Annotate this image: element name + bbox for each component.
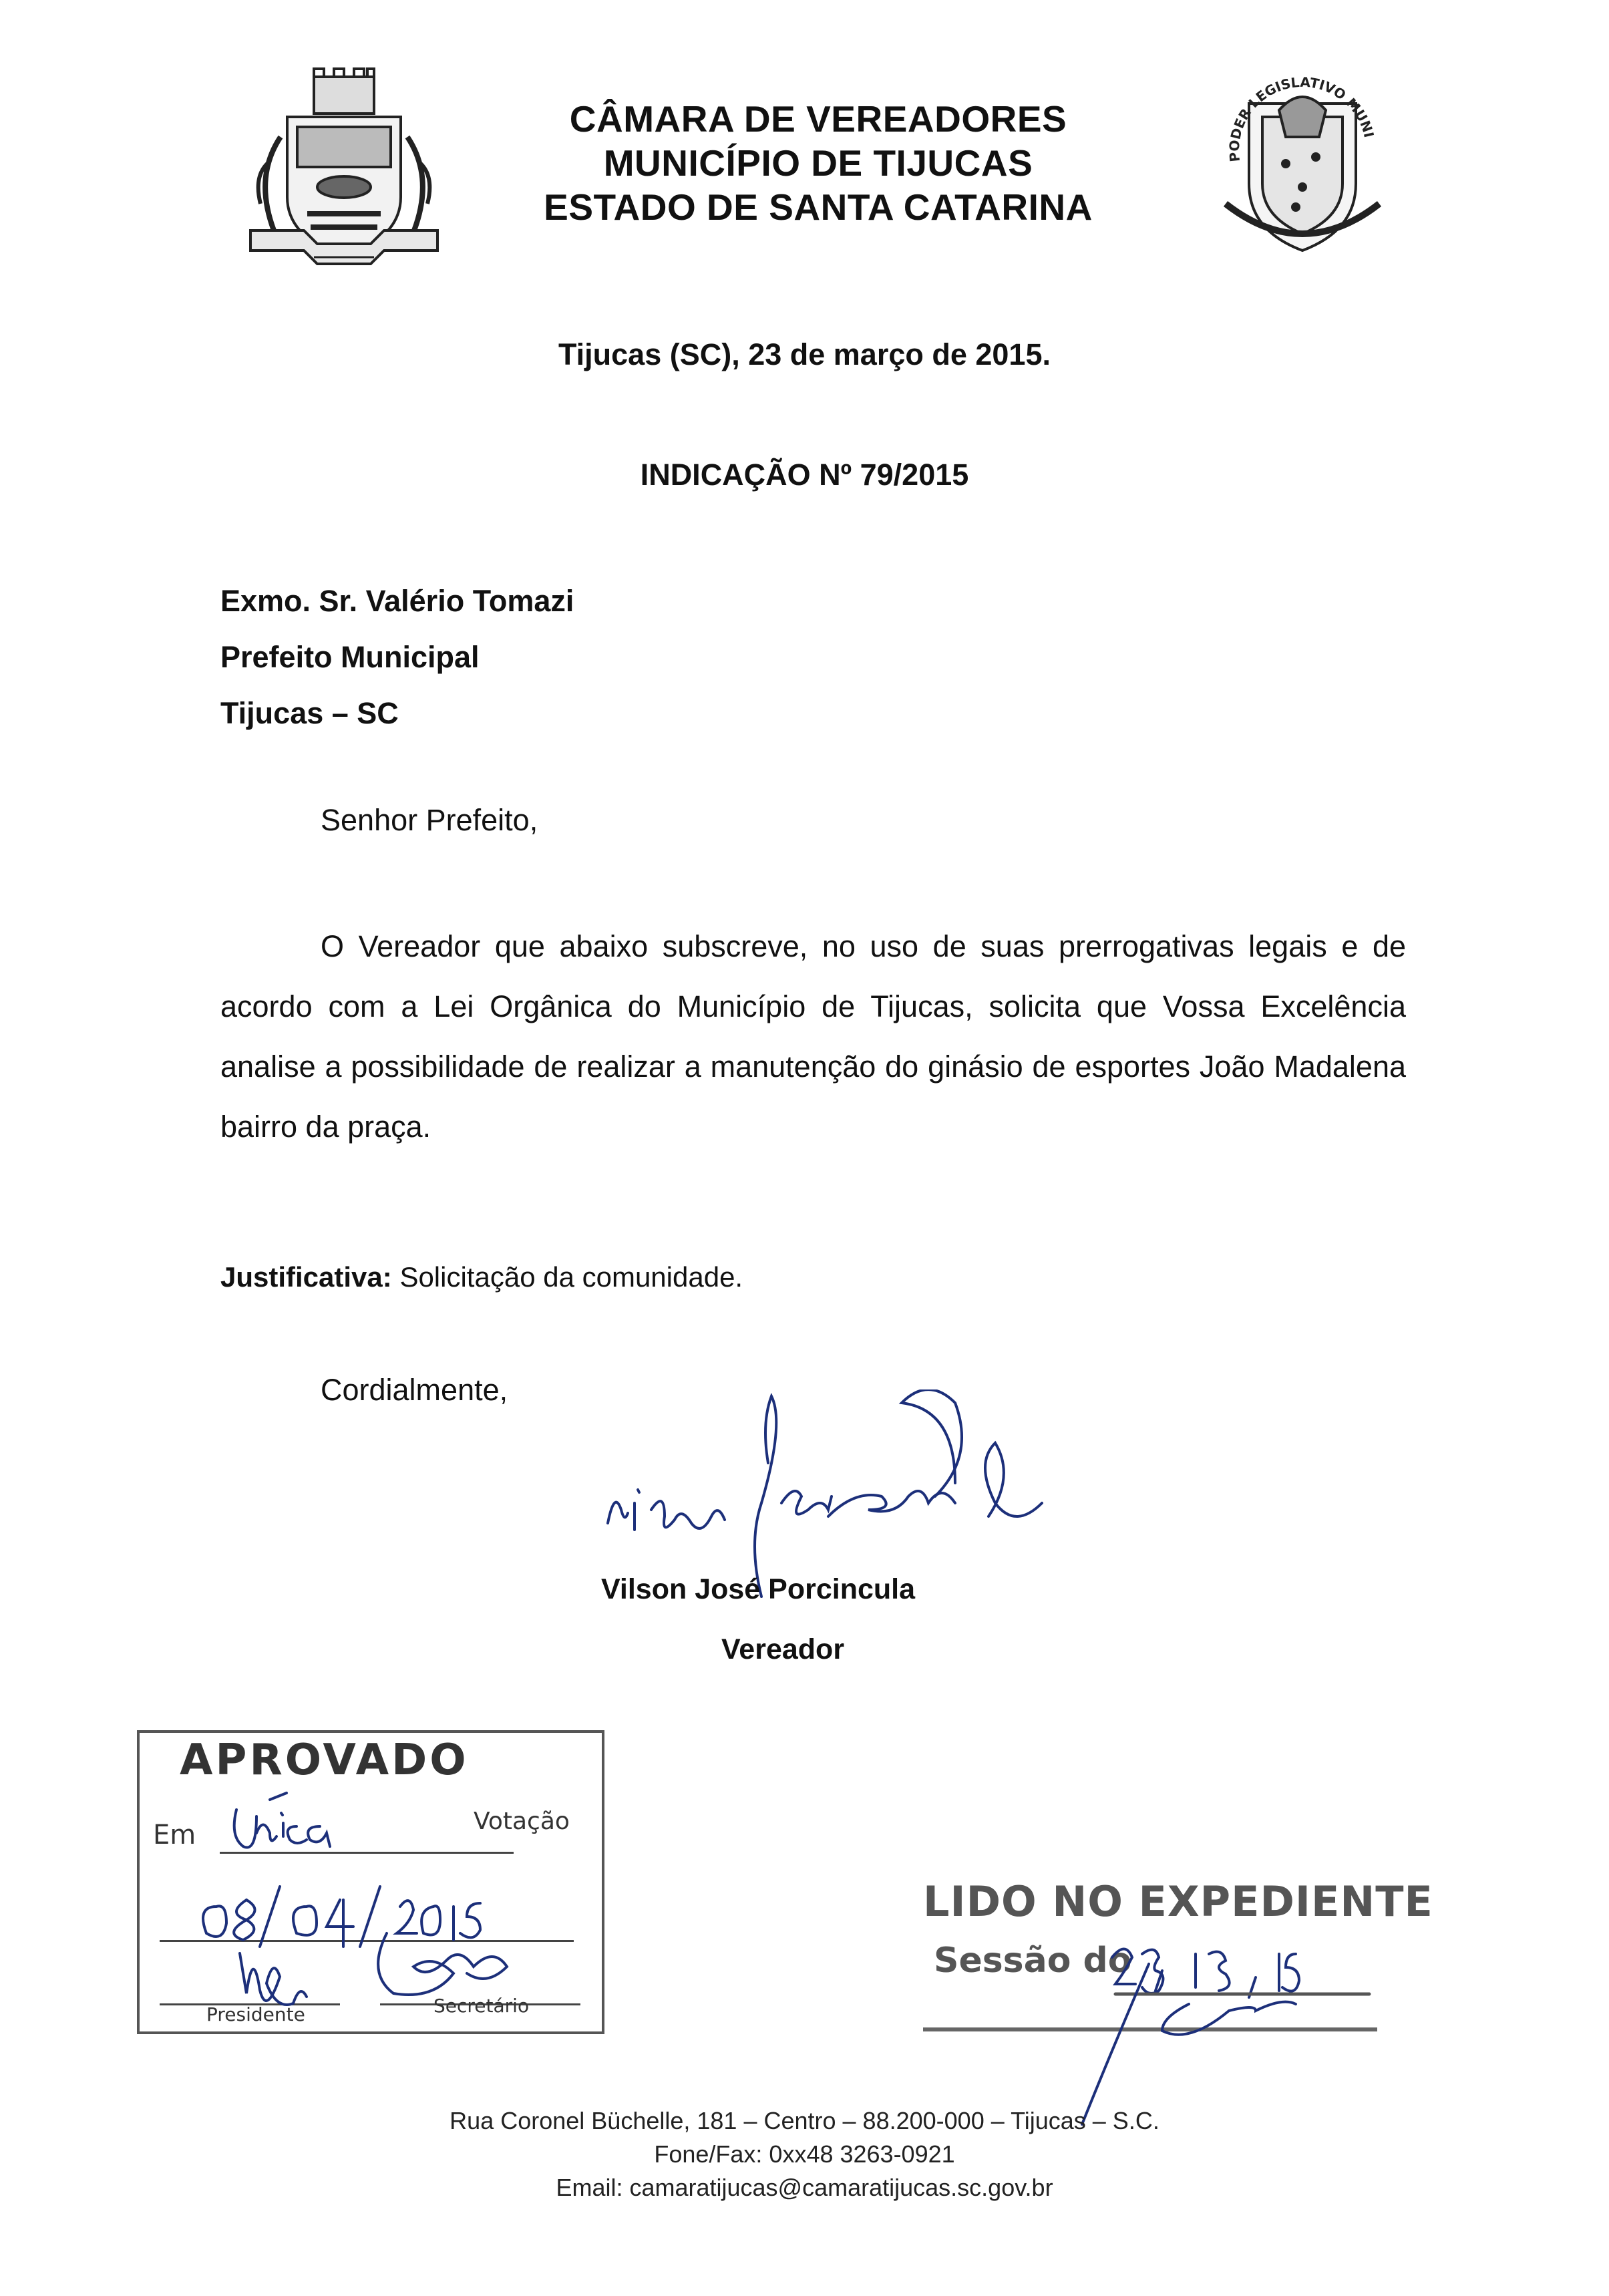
closing: Cordialmente, (321, 1373, 508, 1407)
approved-stamp-secretario-label: Secretário (433, 1995, 530, 2017)
recipient-block (220, 573, 574, 742)
signer-name: Vilson José Porcincula (601, 1573, 915, 1605)
footer (0, 2104, 1609, 2204)
recipient-city: Tijucas – SC (220, 696, 399, 730)
svg-text:PODER LEGISLATIVO MUNICIPAL: PODER LEGISLATIVO MUNICIPAL (1226, 73, 1377, 163)
recipient-name: Exmo. Sr. Valério Tomazi (220, 584, 574, 618)
read-stamp-session-label: Sessão do (934, 1941, 1132, 1981)
header-line-1: CÂMARA DE VEREADORES (569, 98, 1067, 140)
municipal-coat-of-arms-icon (234, 63, 454, 277)
footer-email: Email: camaratijucas@camaratijucas.sc.gov.br (556, 2174, 1053, 2201)
signer-title: Vereador (721, 1633, 845, 1665)
justification (220, 1261, 743, 1293)
approved-stamp-em-label: Em (153, 1820, 196, 1850)
footer-address: Rua Coronel Büchelle, 181 – Centro – 88.200-000 – Tijucas – S.C. (450, 2107, 1159, 2134)
indication-number: INDICAÇÃO Nº 79/2015 (640, 458, 969, 492)
footer-phone: Fone/Fax: 0xx48 3263-0921 (654, 2140, 955, 2168)
approved-stamp-title: APROVADO (180, 1736, 469, 1785)
read-stamp-title: LIDO NO EXPEDIENTE (923, 1877, 1433, 1926)
header-line-2: MUNICÍPIO DE TIJUCAS (603, 142, 1033, 184)
header-line-3: ESTADO DE SANTA CATARINA (544, 186, 1093, 228)
approved-stamp (137, 1730, 604, 2034)
legislative-seal-icon (1212, 63, 1393, 264)
body-paragraph: O Vereador que abaixo subscreve, no uso de suas prerrogativas legais e de acordo com a Lei Orgânica do Município de Tijucas, solicita que Vossa Excelência analise a possibilidade de realizar a manutenção do ginásio de esportes João Madalena bairro da praça. (220, 929, 1406, 1144)
greeting: Senhor Prefeito, (321, 803, 538, 837)
justification-label: Justificativa: (220, 1261, 392, 1293)
institution-header (468, 97, 1169, 229)
recipient-role: Prefeito Municipal (220, 640, 480, 674)
approved-stamp-votacao-label: Votação (474, 1808, 570, 1835)
justification-text: Solicitação da comunidade. (399, 1261, 743, 1293)
approved-stamp-presidente-label: Presidente (206, 2003, 305, 2025)
read-stamp-handwriting (1042, 1924, 1389, 2131)
date-line: Tijucas (SC), 23 de março de 2015. (558, 337, 1051, 371)
approved-stamp-handwriting (140, 1733, 607, 2037)
